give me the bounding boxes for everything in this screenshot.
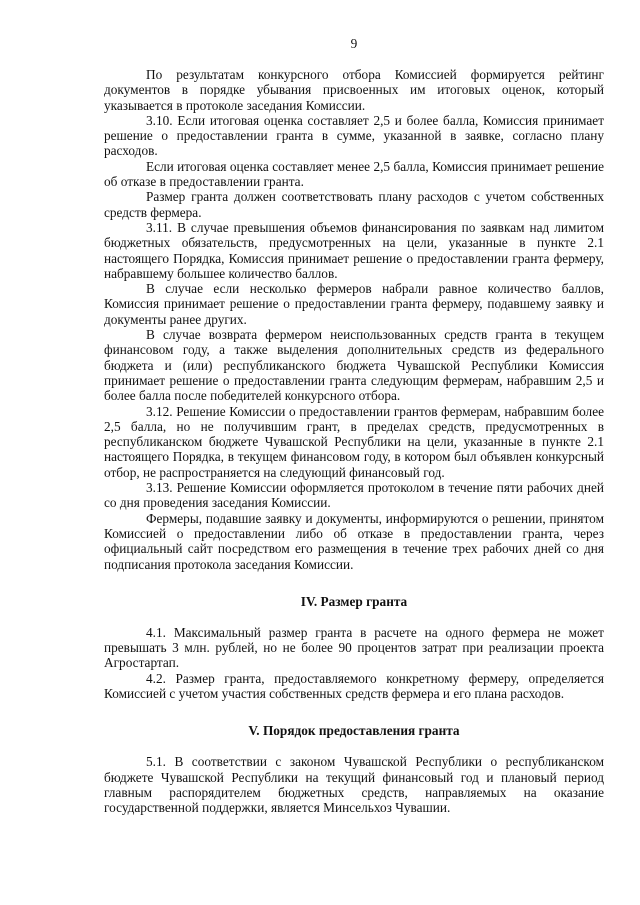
page-number: 9: [350, 36, 358, 51]
paragraph-3-10: 3.10. Если итоговая оценка составляет 2,5 и более балла, Комиссия принимает решение о предоставлении гранта в сумме, указанной в заявке, согласно плану расходов.: [104, 112, 604, 159]
paragraph-3-11: 3.11. В случае превышения объемов финансирования по заявкам над лимитом бюджетных обязательств, предусмотренных на цели, указанные в пункте 2.1 настоящего Порядка, Комиссия принимает решение о предоставлении гранта фермеру, набравшему большее количество баллов.: [104, 219, 604, 281]
paragraph-equal-points: В случае если несколько фермеров набрали равное количество баллов, Комиссия принимает решение о предоставлении гранта фермеру, подавшему заявку и документы ранее других.: [104, 281, 604, 327]
paragraph-refusal: Если итоговая оценка составляет менее 2,5 балла, Комиссия принимает решение об отказе в предоставлении гранта.: [104, 158, 604, 190]
paragraph-3-12: 3.12. Решение Комиссии о предоставлении грантов фермерам, набравшим более 2,5 балла, но не получившим грант, в пределах средств, предусмотренных в республиканском бюджете Чувашской Республики на цели, указанные в пункте 2.1 настоящего Порядка, в текущем финансовом году, в котором был объявлен конкурсный отбор, не распространяется на следующий финансовый год.: [104, 403, 604, 480]
paragraph-3-13: 3.13. Решение Комиссии оформляется протоколом в течение пяти рабочих дней со дня проведения заседания Комиссии.: [104, 480, 604, 511]
paragraph-4-1: 4.1. Максимальный размер гранта в расчете на одного фермера не может превышать 3 млн. рублей, но не более 90 процентов затрат при реализации проекта Агростартап.: [104, 624, 604, 671]
paragraph-grant-size-plan: Размер гранта должен соответствовать плану расходов с учетом собственных средств фермера.: [104, 189, 604, 220]
paragraph-4-2: 4.2. Размер гранта, предоставляемого конкретному фермеру, определяется Комиссией с учетом участия собственных средств фермера и его плана расходов.: [104, 670, 604, 701]
section-heading-iv: IV. Размер гранта: [300, 593, 408, 609]
paragraph-refund: В случае возврата фермером неиспользованных средств гранта в текущем финансовом году, а также выделения дополнительных средств из федерального бюджета и (или) республиканского бюджета Чувашской Республики Комиссия принимает решение о предоставлении гранта следующим фермерам, набравшим 2,5 и более балла после победителей конкурсного отбора.: [104, 327, 604, 404]
section-heading-v: V. Порядок предоставления гранта: [248, 723, 460, 739]
paragraph-notification: Фермеры, подавшие заявку и документы, информируются о решении, принятом Комиссией о предоставлении либо об отказе в предоставлении гранта, через официальный сайт посредством его размещения в течение трех рабочих дней со дня подписания протокола заседания Комиссии.: [104, 510, 604, 572]
paragraph-rating: По результатам конкурсного отбора Комиссией формируется рейтинг документов в порядке убывания присвоенных им итоговых оценок, который указывается в протоколе заседания Комиссии.: [104, 67, 604, 113]
paragraph-5-1: 5.1. В соответствии с законом Чувашской Республики о республиканском бюджете Чувашской Республики на текущий финансовый год и плановый период главным распорядителем бюджетных средств, направляемых на оказание государственной поддержки, является Минсельхоз Чувашии.: [104, 754, 604, 816]
